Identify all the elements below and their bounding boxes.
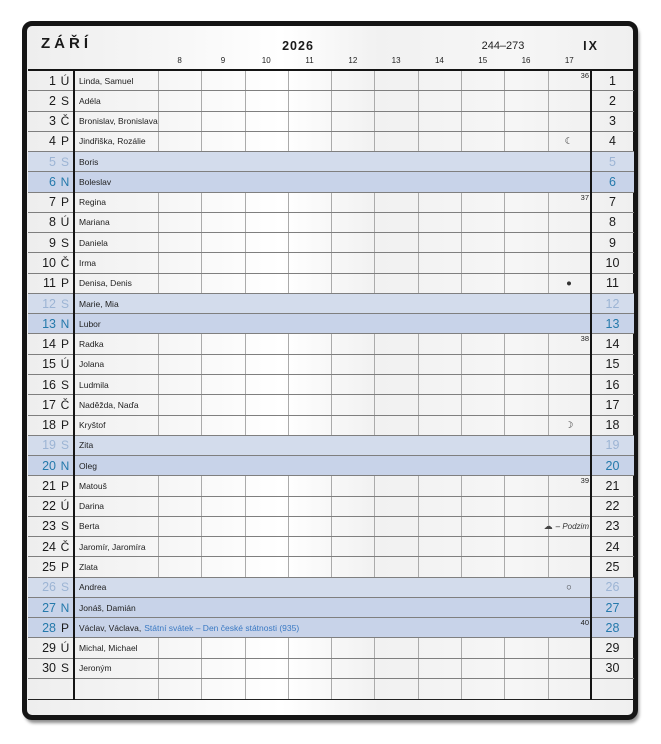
day-label <box>28 334 74 353</box>
month-header <box>28 26 634 69</box>
hour-cells <box>158 679 591 699</box>
day-label <box>28 274 74 293</box>
weekday-letter: N <box>60 600 70 615</box>
note-cell <box>418 679 461 699</box>
day-number: 23 <box>42 519 56 534</box>
note-cell <box>288 679 331 699</box>
weekday-letter: Ú <box>60 215 70 230</box>
day-row <box>28 314 634 334</box>
day-number: 12 <box>42 296 56 311</box>
name-day <box>79 314 588 333</box>
day-number: 29 <box>42 641 56 656</box>
day-row <box>28 152 634 172</box>
day-number: 3 <box>49 114 56 129</box>
day-number-right: 22 <box>605 499 620 514</box>
day-row <box>28 193 634 213</box>
week-number: 37 <box>580 192 589 202</box>
day-number-right: 13 <box>605 316 620 331</box>
day-number: 21 <box>42 478 56 493</box>
weekday-letter: N <box>60 458 70 473</box>
weekday-letter: Č <box>60 114 70 129</box>
day-label <box>28 638 74 657</box>
day-number-right: 16 <box>605 377 620 392</box>
day-number: 4 <box>49 134 56 149</box>
name-day <box>79 71 588 90</box>
name-day <box>79 294 588 313</box>
day-label <box>28 213 74 232</box>
name-day <box>79 375 588 394</box>
day-label <box>28 71 74 90</box>
name-day <box>79 274 588 293</box>
name-day-label: Darina <box>79 501 105 512</box>
day-number: 7 <box>49 195 56 210</box>
day-number: 2 <box>49 93 56 108</box>
hour-label: 8 <box>177 56 182 65</box>
note-cell <box>245 679 288 699</box>
name-day <box>79 476 588 495</box>
day-row <box>28 395 634 415</box>
day-row <box>28 112 634 132</box>
day-row <box>28 294 634 314</box>
day-row <box>28 497 634 517</box>
hour-label: 17 <box>564 56 574 65</box>
name-day <box>79 132 588 151</box>
day-number-right: 1 <box>609 73 616 88</box>
weekday-letter: S <box>60 296 69 311</box>
page-content <box>28 26 634 715</box>
day-number-right: 14 <box>605 337 620 352</box>
day-number-right: 4 <box>609 134 616 149</box>
day-row <box>28 659 634 679</box>
name-day-label: Jindřiška, Rozálie <box>79 136 146 147</box>
name-day-label: Bronislav, Bronislava <box>79 116 158 127</box>
day-number-right: 7 <box>609 195 616 210</box>
note-cell <box>158 679 201 699</box>
weekday-letter: S <box>60 519 69 534</box>
day-number: 9 <box>49 235 56 250</box>
name-day-label: Naděžda, Naďa <box>79 399 139 410</box>
name-day-label: Mariana <box>79 217 110 228</box>
day-number-right: 11 <box>606 276 619 291</box>
name-day <box>79 537 588 556</box>
day-label <box>28 476 74 495</box>
name-day <box>79 91 588 110</box>
name-day <box>79 578 588 597</box>
day-number: 15 <box>42 357 56 372</box>
day-number-right: 28 <box>605 620 620 635</box>
day-label <box>28 375 74 394</box>
day-number-right: 26 <box>605 580 620 595</box>
name-day <box>79 334 588 353</box>
day-number-right: 10 <box>605 256 620 271</box>
day-number-right: 9 <box>609 235 616 250</box>
day-label <box>28 578 74 597</box>
day-label <box>28 314 74 333</box>
day-row <box>28 598 634 618</box>
day-row <box>28 416 634 436</box>
weekday-letter: P <box>60 560 69 574</box>
day-row <box>28 618 634 638</box>
day-row <box>28 355 634 375</box>
note-cell <box>504 679 547 699</box>
day-number: 1 <box>49 73 56 88</box>
name-day-label: Boris <box>79 156 99 167</box>
name-day <box>79 395 588 414</box>
weekday-letter: S <box>60 93 69 108</box>
day-number: 16 <box>42 377 56 392</box>
day-label <box>28 497 74 516</box>
name-day-label: Jaromír, Jaromíra <box>79 541 146 552</box>
day-label <box>28 436 74 455</box>
day-label <box>28 598 74 617</box>
day-number: 22 <box>42 499 56 514</box>
name-day-label: Berta <box>79 521 100 532</box>
day-number-right: 3 <box>609 114 616 129</box>
weekday-letter: S <box>60 580 69 595</box>
day-number-right: 15 <box>605 357 620 372</box>
day-number: 26 <box>42 580 56 595</box>
name-day-label: Zita <box>79 440 94 451</box>
day-row <box>28 91 634 111</box>
day-number: 24 <box>42 539 56 554</box>
day-of-year-range: 244–273 <box>481 40 525 52</box>
day-label <box>28 355 74 374</box>
day-number-right: 29 <box>605 641 620 656</box>
day-row <box>28 71 634 91</box>
name-day <box>79 213 588 232</box>
name-day-label: Boleslav <box>79 176 112 187</box>
day-number-right: 24 <box>605 539 620 554</box>
weekday-letter: Č <box>60 539 70 554</box>
day-number: 14 <box>42 337 56 352</box>
name-day-label: Ludmila <box>79 379 109 390</box>
name-day-label: Zlata <box>79 562 98 572</box>
name-day <box>79 638 588 657</box>
day-label <box>28 132 74 151</box>
name-day <box>79 253 588 272</box>
hour-label: 16 <box>521 56 531 65</box>
season-label: – Podzim <box>555 521 589 531</box>
day-label <box>28 233 74 252</box>
day-row <box>28 172 634 192</box>
day-number: 28 <box>42 620 56 635</box>
hour-label: 9 <box>220 56 226 65</box>
day-label <box>28 618 74 637</box>
week-number: 36 <box>580 71 589 80</box>
day-label <box>28 395 74 414</box>
day-label <box>28 294 74 313</box>
note-cell <box>331 679 374 699</box>
name-day-label: Marie, Mia <box>79 298 119 309</box>
name-day-label: Matouš <box>79 480 107 491</box>
name-day-label: Daniela <box>79 237 108 248</box>
hour-label: 14 <box>434 56 444 65</box>
name-day <box>79 598 588 617</box>
weekday-letter: Č <box>60 397 70 412</box>
first-quarter-moon-icon: ☽ <box>564 419 574 431</box>
name-day-label: Irma <box>79 258 96 269</box>
week-number: 40 <box>580 618 589 628</box>
day-number: 18 <box>42 418 56 433</box>
name-day <box>79 233 588 252</box>
day-rows <box>28 71 634 679</box>
hour-label: 15 <box>478 56 488 65</box>
weekday-letter: Ú <box>60 73 70 88</box>
day-number: 25 <box>42 560 56 574</box>
day-number: 19 <box>42 438 56 453</box>
season-start <box>544 517 589 536</box>
year-label: 2026 <box>282 39 314 53</box>
weekday-letter: P <box>60 620 69 635</box>
weekday-letter: Ú <box>60 641 70 656</box>
notes-footer <box>28 701 634 715</box>
empty-day-label <box>28 679 74 699</box>
name-day <box>79 517 588 536</box>
weekday-letter: S <box>60 438 69 453</box>
name-day-label: Lubor <box>79 318 101 329</box>
weekday-letter: P <box>60 337 69 352</box>
day-number: 6 <box>49 174 56 189</box>
day-number-right: 2 <box>609 93 616 108</box>
day-number: 20 <box>42 458 56 473</box>
name-day <box>79 618 588 637</box>
name-day <box>79 436 588 455</box>
day-number-right: 30 <box>605 661 620 676</box>
note-cell <box>374 679 417 699</box>
day-number-right: 8 <box>609 215 616 230</box>
hour-label: 10 <box>261 56 271 65</box>
name-day <box>79 456 588 475</box>
day-row <box>28 375 634 395</box>
day-number-right: 27 <box>605 600 620 615</box>
day-number: 10 <box>42 256 56 271</box>
name-day <box>79 355 588 374</box>
day-number: 30 <box>42 661 56 676</box>
day-number: 8 <box>49 215 56 230</box>
new-moon-icon: ● <box>566 277 572 289</box>
day-row <box>28 334 634 354</box>
name-day-label: Radka <box>79 339 104 350</box>
weekday-letter: S <box>60 661 69 676</box>
month-title: ZÁŘÍ <box>41 35 92 52</box>
day-row <box>28 213 634 233</box>
day-number-right: 18 <box>605 418 620 433</box>
day-label <box>28 152 74 171</box>
day-label <box>28 193 74 212</box>
day-number-right: 21 <box>605 478 620 493</box>
weekday-letter: P <box>60 478 69 493</box>
weekday-letter: Ú <box>60 499 70 514</box>
day-number: 5 <box>49 154 56 169</box>
hour-label: 11 <box>305 56 314 65</box>
day-number: 27 <box>42 600 56 615</box>
day-label <box>28 91 74 110</box>
day-label <box>28 172 74 191</box>
day-number: 11 <box>43 276 56 291</box>
day-row <box>28 132 634 152</box>
day-row <box>28 476 634 496</box>
diary-page <box>22 21 638 720</box>
day-number-right: 5 <box>609 154 616 169</box>
name-day <box>79 416 588 435</box>
name-day <box>79 193 588 212</box>
name-day-label: Kryštof <box>79 420 106 431</box>
day-label <box>28 517 74 536</box>
day-row <box>28 517 634 537</box>
name-day <box>79 497 588 516</box>
day-row <box>28 233 634 253</box>
name-day-label: Václav, Václava, <box>79 622 142 633</box>
day-row <box>28 274 634 294</box>
name-day <box>79 172 588 191</box>
weekday-letter: N <box>60 174 70 189</box>
month-roman-numeral: IX <box>583 39 599 53</box>
weekday-letter: S <box>60 154 69 169</box>
weekday-letter: N <box>60 316 70 331</box>
hour-label: 13 <box>391 56 401 65</box>
name-day-label: Linda, Samuel <box>79 75 134 86</box>
day-row <box>28 578 634 598</box>
day-row <box>28 638 634 658</box>
day-number-right: 25 <box>605 560 620 574</box>
day-number-right: 12 <box>605 296 620 311</box>
name-day-label: Michal, Michael <box>79 643 138 654</box>
hour-label: 12 <box>348 56 358 65</box>
name-day-label: Denisa, Denis <box>79 278 132 289</box>
weekday-letter: Č <box>60 256 70 271</box>
day-column-divider <box>73 69 75 700</box>
cloud-icon: ☁ <box>543 520 553 531</box>
name-day <box>79 152 588 171</box>
name-day <box>79 659 588 678</box>
day-label <box>28 557 74 576</box>
day-row <box>28 456 634 476</box>
name-day-label: Jeroným <box>79 663 112 674</box>
weekday-letter: S <box>60 377 69 392</box>
day-number-right: 6 <box>609 174 616 189</box>
day-number-right: 23 <box>605 519 620 534</box>
day-label <box>28 416 74 435</box>
week-number: 39 <box>580 476 589 486</box>
name-day-label: Jolana <box>79 359 105 370</box>
day-label <box>28 456 74 475</box>
day-number-right: 17 <box>605 397 620 412</box>
weekday-letter: S <box>60 235 69 250</box>
weekday-letter: P <box>60 418 69 433</box>
name-day <box>79 557 588 576</box>
day-row <box>28 557 634 577</box>
weekday-letter: P <box>60 134 69 149</box>
weekday-letter: P <box>60 276 69 291</box>
note-cell <box>548 679 591 699</box>
name-day <box>79 112 588 131</box>
name-day-label: Oleg <box>79 460 97 471</box>
name-day-label: Regina <box>79 197 106 208</box>
weekday-letter: P <box>60 195 69 210</box>
name-day-label: Jonáš, Damián <box>79 602 136 613</box>
holiday-label: Státní svátek – Den české státnosti (935) <box>144 622 300 633</box>
note-cell <box>461 679 504 699</box>
day-row <box>28 436 634 456</box>
day-row <box>28 537 634 557</box>
full-moon-icon: ○ <box>566 581 572 593</box>
name-day-label: Andrea <box>79 582 107 593</box>
day-number: 13 <box>42 316 56 331</box>
day-row <box>28 253 634 273</box>
day-number-right: 19 <box>605 438 620 453</box>
day-label <box>28 659 74 678</box>
day-label <box>28 253 74 272</box>
day-number: 17 <box>42 397 56 412</box>
weekday-letter: Ú <box>60 357 70 372</box>
last-quarter-moon-icon: ☾ <box>564 135 574 147</box>
name-day-label: Adéla <box>79 95 101 106</box>
hour-scale <box>158 56 591 67</box>
day-label <box>28 112 74 131</box>
week-number: 38 <box>580 334 589 344</box>
day-label <box>28 537 74 556</box>
right-column-divider <box>590 69 592 700</box>
day-number-right: 20 <box>605 458 620 473</box>
note-cell <box>201 679 244 699</box>
empty-row <box>28 679 634 700</box>
